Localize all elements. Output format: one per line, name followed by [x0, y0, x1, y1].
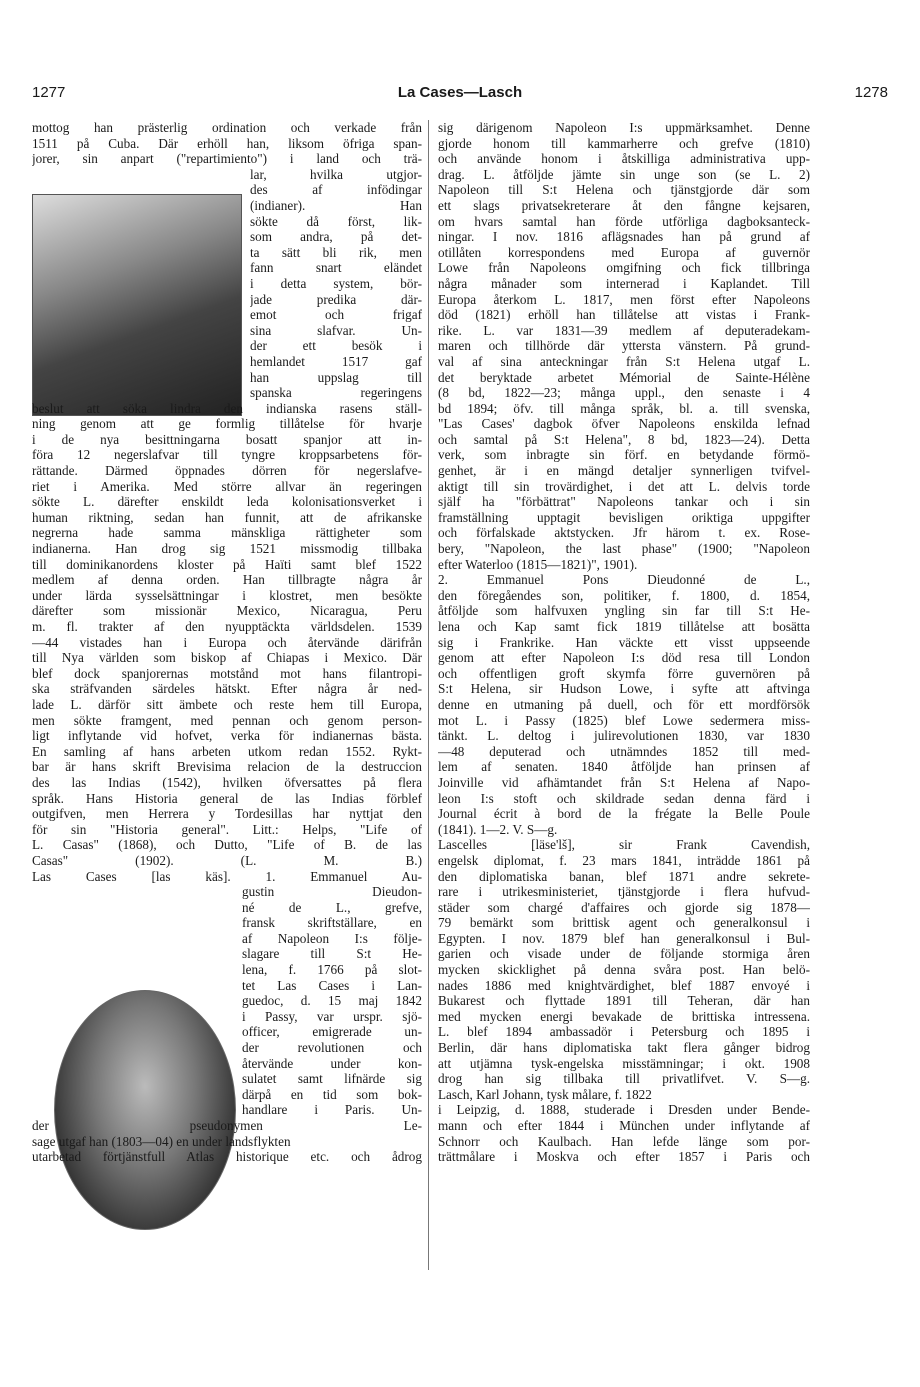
text-line: human riktning, sedan han funnit, att de afrikanske	[32, 509, 422, 525]
text-line: hemlandet 1517 gaf	[250, 353, 422, 369]
text-line: han uppslag till	[250, 369, 422, 385]
text-line: lena och Kap samt fick 1819 tillåtelse att bosätta	[438, 619, 810, 634]
text-line: utarbetad förtjänstfull Atlas historique etc. och ådrog	[32, 1149, 422, 1165]
text-line: af Napoleon I:s följe-	[242, 930, 422, 946]
text-line: framställning upptagit bevisligen oriktiga uppgifter	[438, 509, 810, 525]
text-line: emot och frigaf	[250, 307, 422, 323]
text-line: bd 1894; öfv. till många språk, bl. a. till svenska,	[438, 400, 810, 416]
text-line: åtföljde som halfvuxen yngling sin far till S:t He-	[438, 603, 810, 619]
text-line: Las Cases [las käs]. 1. Emmanuel Au-	[32, 868, 422, 884]
text-line: ett slags privatsekreterare åt den fångne kejsaren,	[438, 197, 810, 213]
text-line: sulatet samt lifnärde sig	[242, 1071, 422, 1087]
text-line: föra 12 negerslafvar till tyngre kroppsarbetens för-	[32, 447, 422, 463]
text-line: tänkt. L. deltog i julirevolutionen 1830, var 1830	[438, 728, 810, 744]
text-line: Lasch, Karl Johann, tysk målare, f. 1822	[438, 1086, 652, 1102]
text-line: verk, som inbragte sin förf. en betydande förmö-	[438, 447, 810, 463]
text-line: lar, hvilka utgjor-	[250, 166, 422, 182]
text-line: men sökte framgent, med pennan och genom person-	[32, 712, 422, 728]
running-title: La Cases—Lasch	[397, 84, 523, 101]
text-line: medlem af denna orden. Han tillbragte några år	[32, 572, 422, 588]
text-line: lena, f. 1766 på slot-	[242, 962, 422, 978]
text-line: och förfalskade aktstycken. Jfr härom t. ex. Rose-	[438, 525, 810, 541]
text-line: —48 deputerad och utnämndes 1852 till med-	[438, 743, 810, 759]
text-line: engelsk diplomat, f. 23 mars 1841, inträdde 1861 på	[438, 852, 810, 868]
text-line: i Passy, var urspr. sjö-	[242, 1008, 422, 1024]
text-line: jorer, sin anpart ("repartimiento") i land och trä-	[32, 151, 422, 167]
text-line: Lascelles [läse'lš], sir Frank Cavendish,	[438, 837, 810, 853]
text-line: S:t Helena, sir Hudson Lowe, i syfte att aftvinga	[438, 681, 810, 697]
text-line: 79 bemärkt som brittisk agent och generalkonsul i	[438, 915, 810, 931]
text-line: ligt inflytande vid hofvet, verka för indianernas bästa.	[32, 728, 422, 744]
text-line: bar är hans skrift Brevisima relacion de la destruccion	[32, 759, 422, 775]
text-line: der ett besök i	[250, 338, 422, 354]
text-line: des af infödingar	[250, 182, 422, 198]
text-line: genhet, är i en mängd detaljer synnerligen tvifvel-	[438, 463, 810, 479]
text-line: Joinville vid afhämtandet från S:t Helena af Napo-	[438, 774, 810, 790]
text-line: mot L. i Passy (1825) blef Lowe sedermera miss-	[438, 712, 810, 728]
text-line: sökte L. därefter enskildt leda kolonisationsverket i	[32, 494, 422, 510]
text-line: därpå en tid som bok-	[242, 1086, 422, 1102]
text-line: Schnorr och Kaulbach. Han lefde länge som por-	[438, 1133, 810, 1149]
text-line: ningar. I nov. 1816 aflägsnades han på grund af	[438, 229, 810, 245]
text-line: i de nya besittningarna bosatt spanjor att in-	[32, 431, 422, 447]
text-line: (8 bd, 1822—23; många uppl., den senaste i 4	[438, 385, 810, 401]
text-line: ska sträfvanden särdeles hätskt. Efter några år ned-	[32, 681, 422, 697]
text-line: bery, "Napoleon, the last phase" (1900; "Napoleon	[438, 541, 810, 557]
text-line: och använde honom i åtskilliga administrativa upp-	[438, 151, 810, 167]
text-line: efter Waterloo (1815—1821)", 1901).	[438, 556, 638, 572]
text-line: jade predika där-	[250, 291, 422, 307]
text-line: själf ha "förbättrat" Napoleons tankar och i sin	[438, 494, 810, 510]
text-line: Berlin, där hans diplomatiska takt flera gånger bidrog	[438, 1040, 810, 1056]
text-line: outgifven, men Herrera y Tordesillas har nyttjat den	[32, 806, 422, 822]
text-line: handlare i Paris. Un-	[242, 1102, 422, 1118]
text-line: till dominikanordens kloster på Haïti samt blef 1522	[32, 556, 422, 572]
text-line: några månader som internerad i Kaplandet. Till	[438, 275, 810, 291]
right-column	[438, 120, 810, 1165]
text-line: gjorde honom till kammarherre och grefve (1810)	[438, 135, 810, 151]
text-line: Egypten. I nov. 1879 blef han generalkonsul i Bul-	[438, 930, 810, 946]
text-line: tet Las Cases i Lan-	[242, 977, 422, 993]
text-line: maren och tillhörde där yttersta vänstern. På grund-	[438, 338, 810, 354]
text-line: —44 vistades han i Europa och återvände därifrån	[32, 634, 422, 650]
right-page-number: 1278	[854, 84, 888, 101]
text-line: fann snart eländet	[250, 260, 422, 276]
text-line: till Nya världen som biskop af Chiapas i Mexico. Där	[32, 650, 422, 666]
text-line: mycken skicklighet på denna svåra post. Han belö-	[438, 962, 810, 978]
text-line: gustin Dieudon-	[242, 884, 422, 900]
text-line: spanska regeringens	[250, 385, 422, 401]
text-line: att utjämna tysk-engelska misstämningar; i okt. 1908	[438, 1055, 810, 1071]
text-line: En samling af hans arbeten utkom redan 1552. Rykt-	[32, 743, 422, 759]
text-line: des las Indias (1542), hvilken öfversattes på flera	[32, 774, 422, 790]
text-line: död (1821) erhöll han tillåtelse att vistas i Frank-	[438, 307, 810, 323]
text-line: det beryktade arbetet Mémorial de Sainte-Hélène	[438, 369, 810, 385]
text-line: den diplomatiska banan, blef 1871 andre sekrete-	[438, 868, 810, 884]
text-line: språk. Hans Historia general de las Indias förblef	[32, 790, 422, 806]
column-divider	[428, 120, 429, 1270]
text-line: lem af senaten. 1840 åtföljde han prinsen af	[438, 759, 810, 775]
text-line: 1511 på Cuba. Där erhöll han, liksom öfriga span-	[32, 135, 422, 151]
text-line: L. blef 1894 ambassadör i Petersburg och 1895 i	[438, 1024, 810, 1040]
text-line: (indianer). Han	[250, 197, 422, 213]
text-line: 2. Emmanuel Pons Dieudonné de L.,	[438, 572, 810, 588]
text-line: rättande. Därmed öppnades dörren för negerslafve-	[32, 463, 422, 479]
text-line: för sin "Historia general". Litt.: Helps, "Life of	[32, 821, 422, 837]
text-line: sina slafvar. Un-	[250, 322, 422, 338]
text-line: den föregåendes son, politiker, f. 1800, d. 1854,	[438, 587, 810, 603]
text-line: slagare till S:t He-	[242, 946, 422, 962]
text-line: sig därigenom Napoleon I:s uppmärksamhet. Denne	[438, 120, 810, 135]
left-column	[32, 120, 422, 1165]
text-line: i Leipzig, d. 1888, studerade i Dresden under Bende-	[438, 1102, 810, 1118]
text-line: som andra, på det-	[250, 229, 422, 245]
text-line: drog han sig tillbaka till privatlifvet. V. S—g.	[438, 1071, 810, 1087]
text-line: lade L. därför sitt ämbete och reste hem till Europa,	[32, 696, 422, 712]
text-line: Napoleon till S:t Helena och tjänstgjorde där som	[438, 182, 810, 198]
text-line: drag. L. åtföljde jämte sin unge son (se L. 2)	[438, 166, 810, 182]
text-line: (1841). 1—2. V. S—g.	[438, 821, 558, 837]
text-line: om hvars samtal han förde utförliga dagboksanteck-	[438, 213, 810, 229]
text-line: under lärda sysselsättningar i klostret, men besökte	[32, 587, 422, 603]
text-line: officer, emigrerade un-	[242, 1024, 422, 1040]
text-line: né de L., grefve,	[242, 899, 422, 915]
text-line: der revolutionen och	[242, 1040, 422, 1056]
text-line: der pseudonymen Le-	[32, 1118, 422, 1133]
text-line: riet i Amerika. Med större allvar än regeringen	[32, 478, 422, 494]
text-line: blef dock spanjorernas motstånd mot hans filantropi-	[32, 665, 422, 681]
left-page-number: 1277	[32, 84, 66, 101]
text-line: rike. L. var 1831—39 medlem af deputeradekam-	[438, 322, 810, 338]
text-line: sage utgaf han (1803—04) en under landsflykten	[32, 1133, 291, 1149]
text-line: indianerna. Han drog sig 1521 missmodig tillbaka	[32, 541, 422, 557]
text-line: denne en utmaning på duell, och för ett mordförsök	[438, 696, 810, 712]
text-line: garien och visade under de följande stormiga åren	[438, 946, 810, 962]
text-line: genom att efter Napoleon I:s död resa till London	[438, 650, 810, 666]
text-line: och offentligen groft skymfa förre guvernören på	[438, 665, 810, 681]
text-line: med mycken energi bevakade de brittiska intressena.	[438, 1008, 810, 1024]
text-line: Lowe från Napoleons omgifning och fick tillbringa	[438, 260, 810, 276]
page-header	[32, 84, 888, 106]
text-line: "Las Cases' dagbok öfver Napoleons enskilda lefnad	[438, 416, 810, 432]
text-line: Journal écrit à bord de la frégate la Belle Poule	[438, 806, 810, 822]
text-line: guedoc, d. 15 maj 1842	[242, 993, 422, 1009]
text-line: trättmålare i Moskva och efter 1857 i Paris och	[438, 1149, 810, 1165]
text-line: leon I:s stoft och skildrade sedan denna färd i	[438, 790, 810, 806]
text-line: ta sätt bli rik, men	[250, 244, 422, 260]
text-line: Bukarest och flyttade 1891 till Teheran, där han	[438, 993, 810, 1009]
text-line: sig i Frankrike. Han väckte ett visst uppseende	[438, 634, 810, 650]
text-line: nades 1886 med knightvärdighet, blef 1887 envoyé i	[438, 977, 810, 993]
text-line: beslut att söka lindra den indianska rasens ställ-	[32, 400, 422, 416]
text-line: sökte då först, lik-	[250, 213, 422, 229]
text-line: L. Casas" (1868), och Dutto, "Life of B. de las	[32, 837, 422, 853]
text-line: ning genom att ge formlig tillåtelse för hvarje	[32, 416, 422, 432]
text-line: val af sina anteckningar från S:t Helena utgaf L.	[438, 353, 810, 369]
text-line: städer som chargé d'affaires och gjorde sig 1878—	[438, 899, 810, 915]
text-line: därefter som missionär Mexico, Nicaragua, Peru	[32, 603, 422, 619]
text-line: m. fl. trakter af den nyupptäckta världsdelen. 1539	[32, 619, 422, 634]
text-line: Casas" (1902). (L. M. B.)	[32, 852, 422, 868]
text-line: otillåten korrespondens med Europa af guvernör	[438, 244, 810, 260]
text-line: och samtal på S:t Helena", 8 bd, 1823—24). Detta	[438, 431, 810, 447]
text-line: mann och efter 1844 i München under inflytande af	[438, 1118, 810, 1133]
text-line: fransk skriftställare, en	[242, 915, 422, 931]
text-line: aktigt till sin trovärdighet, i det att L. delvis torde	[438, 478, 810, 494]
text-line: rare i utrikesministeriet, tjänstgjorde i flera hufvud-	[438, 884, 810, 900]
text-line: Europa återkom L. 1817, men först efter Napoleons	[438, 291, 810, 307]
text-line: återvände under kon-	[242, 1055, 422, 1071]
text-line: mottog han prästerlig ordination och verkade från	[32, 120, 422, 135]
text-line: i detta system, bör-	[250, 275, 422, 291]
text-line: negrerna hade samma mänskliga rättigheter som	[32, 525, 422, 541]
